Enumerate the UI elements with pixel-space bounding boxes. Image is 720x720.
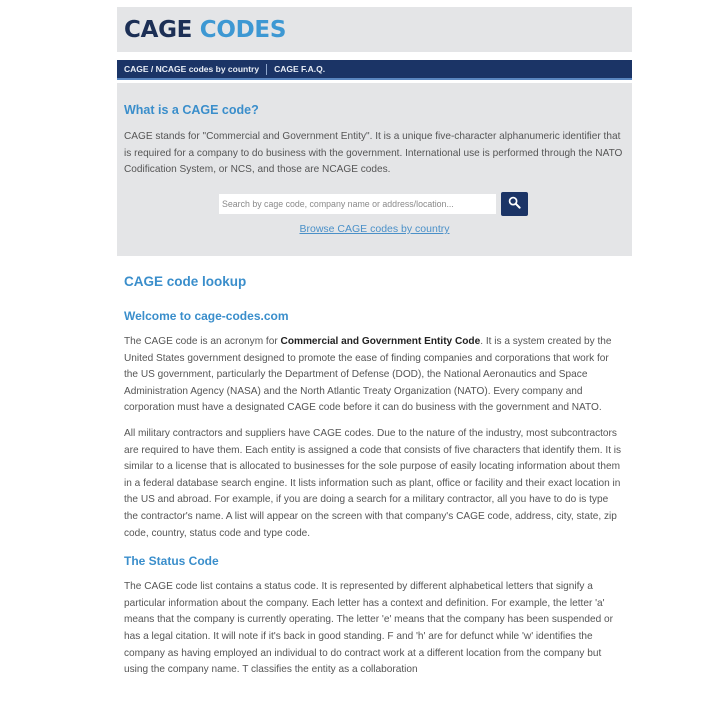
logo-text-cage: CAGE <box>124 17 193 43</box>
search-button[interactable] <box>501 192 528 216</box>
intro-paragraph-start: The CAGE code is an acronym for <box>124 336 281 347</box>
search-icon <box>508 196 521 212</box>
main-content <box>117 273 632 679</box>
nav-link-faq[interactable]: CAGE F.A.Q. <box>274 64 326 74</box>
welcome-heading: Welcome to cage-codes.com <box>124 309 289 323</box>
intro-text: CAGE stands for "Commercial and Government Entity". It is a unique five-character alphanumeric identifier that is required for a company to do business with the government. International use is performed through the NATO Codification System, or NCS, and those are NCAGE codes. <box>124 131 623 175</box>
browse-by-country-link[interactable]: Browse CAGE codes by country <box>299 223 450 235</box>
intro-heading: What is a CAGE code? <box>124 103 259 117</box>
intro-panel <box>117 83 632 256</box>
main-nav <box>117 60 632 80</box>
nav-link-codes-by-country[interactable]: CAGE / NCAGE codes by country <box>124 64 260 74</box>
browse-link-wrapper <box>117 223 632 235</box>
site-logo[interactable] <box>124 17 625 43</box>
status-code-heading: The Status Code <box>124 554 219 569</box>
intro-paragraph-bold: Commercial and Government Entity Code <box>280 336 481 347</box>
page-container <box>117 7 632 679</box>
logo-text-codes: CODES <box>199 17 287 43</box>
intro-paragraph <box>124 334 625 417</box>
search-form <box>218 192 528 216</box>
search-input[interactable] <box>218 193 497 215</box>
contractors-paragraph: All military contractors and suppliers have CAGE codes. Due to the nature of the industry, most subcontractors are required to have them. Each entity is assigned a code that consists of five characters that identify them. It is similar to a license that is allocated to businesses for the sole purpose of easily locating information about them in a federal database search engine. It lists information such as plant, office or facility and their exact location in the US and abroad. For example, if you are doing a search for a military contractor, all you have to do is type the contractor's name. A list will appear on the screen with that company's CAGE code, address, city, state, zip code, country, status code and type code. <box>124 427 622 539</box>
intro-paragraph-end: . It is a system created by the United States government designed to promote the ease of finding companies and corporations that work for the US government, particularly the Department of Defense (DOD), the National Aeronautics and Space Administration Agency (NASA) and the North Atlantic Treaty Organization (NATO). Every company and corporation must have a designated CAGE code before it can do business with the government and NATO. <box>124 336 612 414</box>
site-header <box>117 7 632 52</box>
lookup-heading: CAGE code lookup <box>124 274 247 289</box>
status-code-paragraph: The CAGE code list contains a status code. It is represented by different alphabetical letters that signify a particular information about the company. Each letter has a context and definition. For example, the letter 'a' means that the company is currently operating. The letter 'e' means that the company has been suspended or has a legal citation. It will note if it's back in good standing. F and 'h' are for defunct while 'w' identifies the company as having employed an individual to do contract work at a different location from the company but using the company name. T classifies the entity as a collaboration <box>124 581 614 676</box>
nav-divider <box>266 64 267 75</box>
